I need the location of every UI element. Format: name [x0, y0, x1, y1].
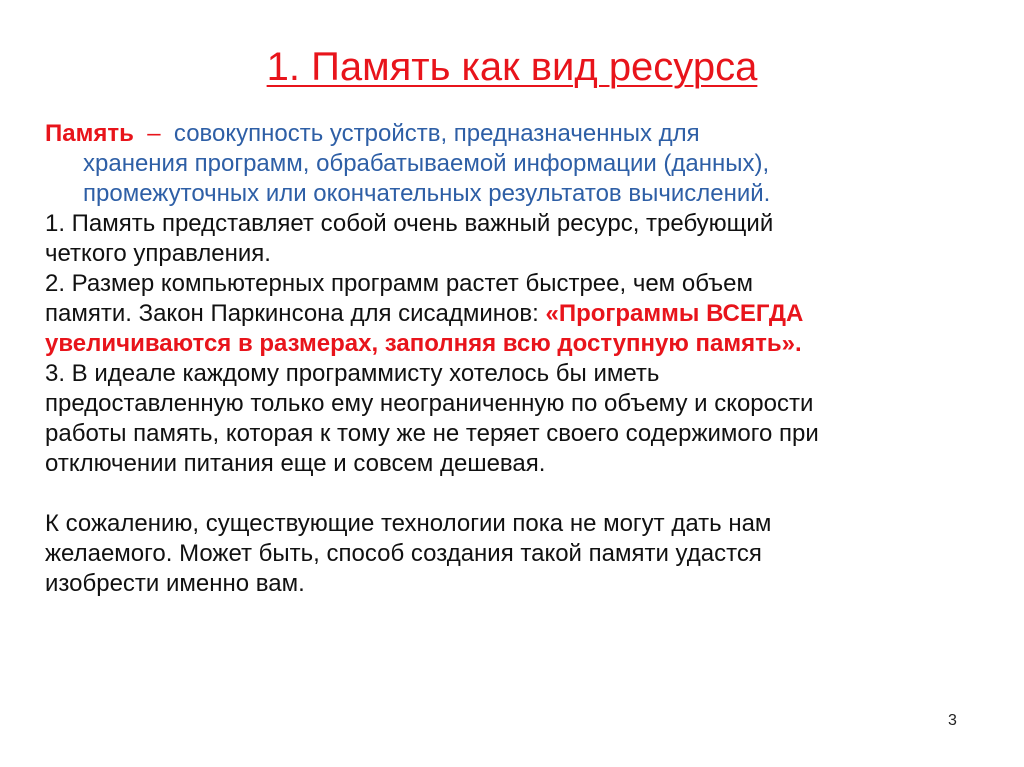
definition-text-3: промежуточных или окончательных результатов вычислений.: [83, 180, 771, 207]
parkinson-quote-part-2: увеличиваются в размерах, заполняя всю доступную память».: [45, 330, 802, 357]
point-3-line-3: работы память, которая к тому же не теряет своего содержимого при: [45, 420, 819, 447]
definition-text-1: совокупность устройств, предназначенных для: [173, 120, 700, 147]
point-2-line-1: 2. Размер компьютерных программ растет быстрее, чем объем: [45, 270, 753, 297]
point-2-line-2: [45, 299, 1005, 329]
point-1-line-1: 1. Память представляет собой очень важный ресурс, требующий: [45, 210, 774, 237]
point-1: [45, 209, 1005, 269]
definition-block: [45, 119, 1005, 209]
definition-term: Память: [45, 120, 134, 147]
point-1-line-2: четкого управления.: [45, 240, 271, 267]
conclusion: [45, 509, 1005, 599]
point-3-line-1: 3. В идеале каждому программисту хотелось бы иметь: [45, 360, 660, 387]
conclusion-line-2: желаемого. Может быть, способ создания такой памяти удастся: [45, 540, 762, 567]
parkinson-quote-part-1: «Программы ВСЕГДА: [545, 300, 804, 327]
definition-text-2: хранения программ, обрабатываемой информации (данных),: [83, 150, 770, 177]
conclusion-line-3: изобрести именно вам.: [45, 570, 305, 597]
point-2-line-2-text: памяти. Закон Паркинсона для сисадминов:: [45, 300, 546, 327]
conclusion-line-1: К сожалению, существующие технологии пока не могут дать нам: [45, 510, 772, 537]
definition-line-1: [45, 119, 1005, 149]
paragraph-spacer: [45, 479, 1005, 509]
slide-body: [45, 119, 1005, 599]
point-3-line-2: предоставленную только ему неограниченную по объему и скорости: [45, 390, 814, 417]
point-3: [45, 359, 1005, 479]
point-2: [45, 269, 1005, 359]
slide-title: 1. Память как вид ресурса: [266, 45, 758, 89]
definition-dash: –: [147, 120, 161, 147]
page-number: 3: [948, 712, 957, 729]
point-3-line-4: отключении питания еще и совсем дешевая.: [45, 450, 546, 477]
